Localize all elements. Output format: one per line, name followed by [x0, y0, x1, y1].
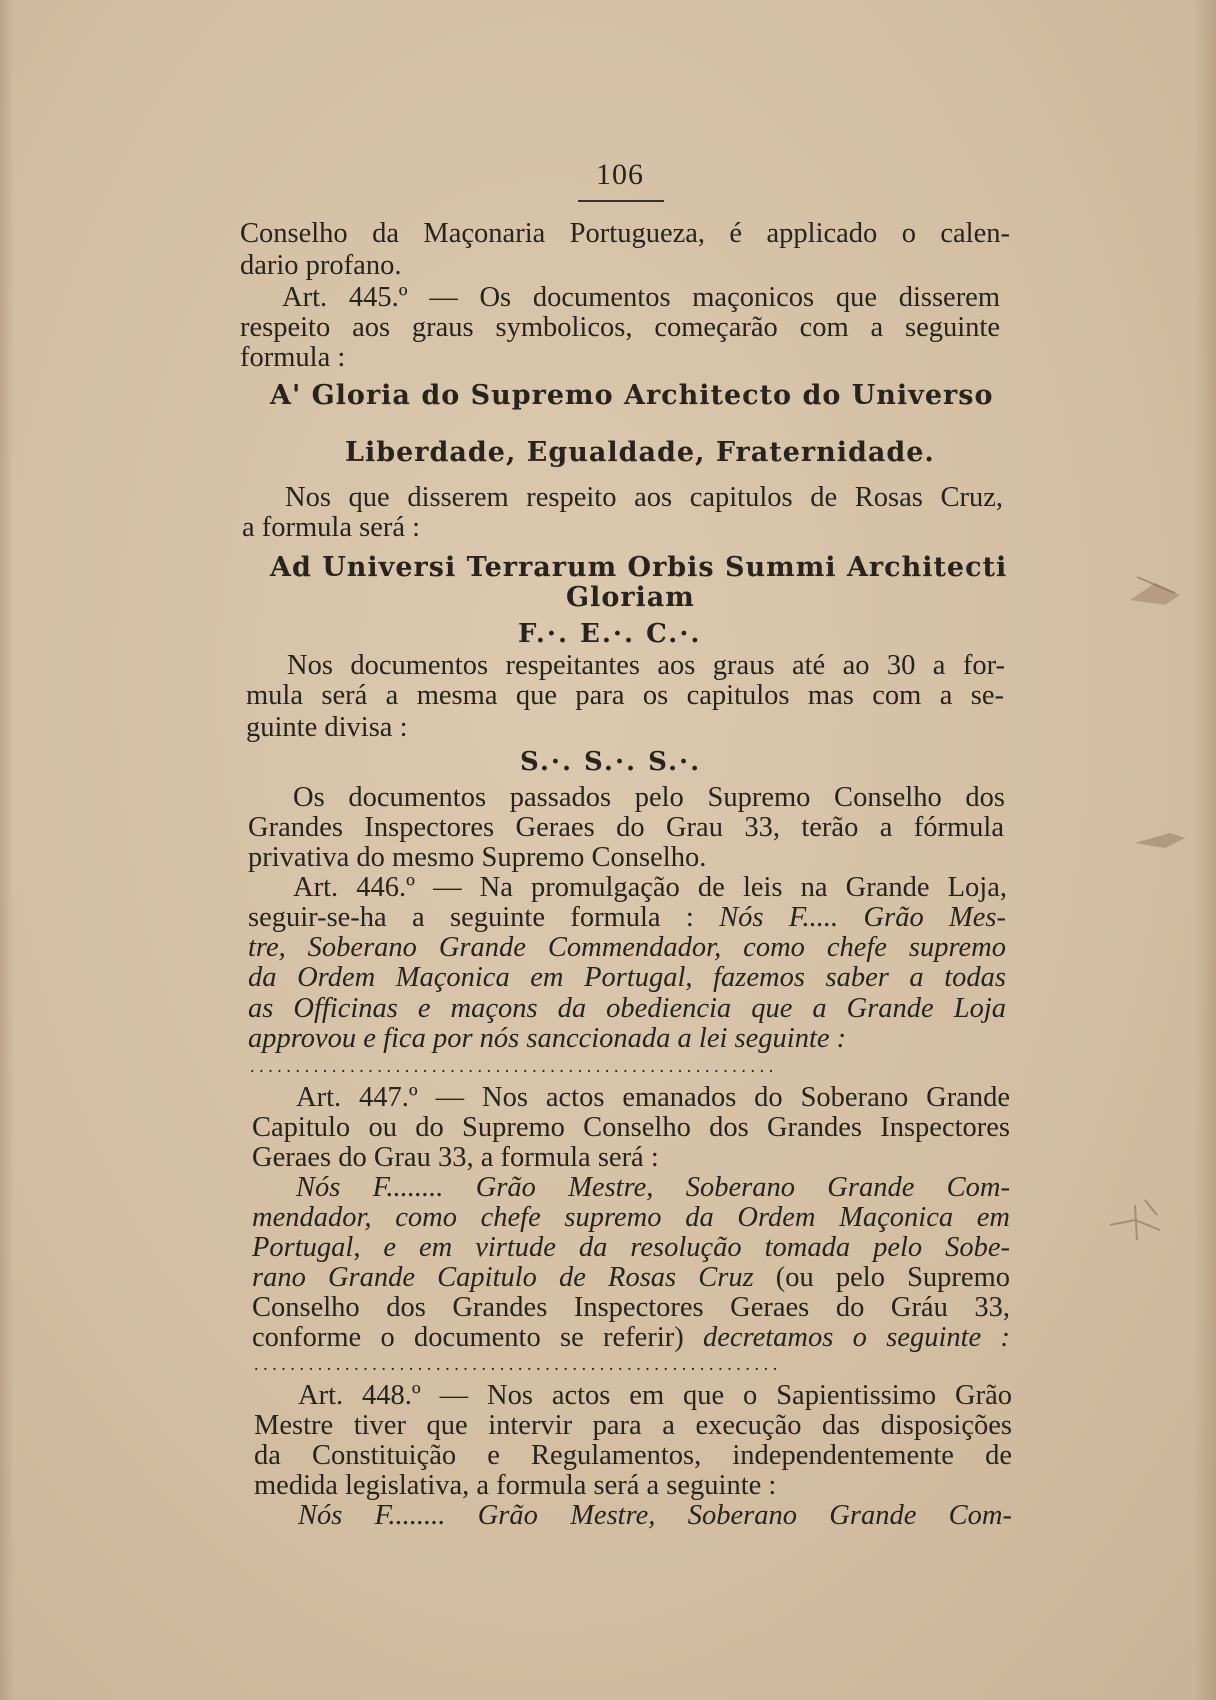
text-line-6: Nos que disserem respeito aos capitulos de Rosas Cruz,	[285, 482, 1003, 513]
text-line-5: formula :	[240, 342, 346, 373]
text-line-18: as Officinas e maçons da obediencia que a Grande Loja	[248, 993, 1006, 1024]
text-line-21: Capitulo ou do Supremo Conselho dos Grandes Inspectores	[252, 1112, 1010, 1143]
page-left-edge	[0, 0, 14, 1700]
text-line-30: Mestre tiver que intervir para a execução das disposições	[254, 1410, 1012, 1441]
text-line-15-italic: Nós F..... Grão Mes-	[719, 902, 1006, 933]
text-line-15-roman: seguir-se-ha a seguinte formula :	[248, 902, 720, 933]
heading-gloria: A' Gloria do Supremo Architecto do Universo	[270, 380, 994, 411]
page-right-edge	[1194, 0, 1216, 1700]
text-line-33: Nós F........ Grão Mestre, Soberano Grande Com-	[298, 1500, 1012, 1531]
text-line-4: respeito aos graus symbolicos, começarão com a seguinte	[240, 312, 1000, 343]
text-line-27: Conselho dos Grandes Inspectores Geraes do Gráu 33,	[252, 1292, 1010, 1323]
text-line-29: Art. 448.º — Nos actos em que o Sapientissimo Grão	[298, 1380, 1012, 1411]
text-line-22: Geraes do Grau 33, a formula será :	[252, 1142, 659, 1173]
heading-liberdade: Liberdade, Egualdade, Fraternidade.	[345, 437, 935, 468]
dotted-separator-2: ..........................................................	[254, 1354, 782, 1374]
text-line-26-roman: (ou pelo Supremo	[753, 1262, 1010, 1293]
page-number: 106	[596, 158, 644, 191]
margin-stain-mark-3	[1105, 1195, 1165, 1245]
text-line-20: Art. 447.º — Nos actos emanados do Soberano Grande	[296, 1082, 1010, 1113]
text-line-8: Nos documentos respeitantes aos graus até ao 30 a for-	[287, 650, 1005, 681]
text-line-28-roman: conforme o documento se referir)	[252, 1322, 704, 1353]
text-line-31: da Constituição e Regulamentos, independentemente de	[254, 1440, 1012, 1471]
margin-stain-mark-1	[1125, 565, 1185, 615]
text-line-9: mula será a mesma que para os capitulos mas com a se-	[246, 680, 1004, 711]
heading-sss: S.·. S.·. S.·.	[520, 747, 702, 777]
heading-fec: F.·. E.·. C.·.	[518, 619, 702, 649]
heading-ad-universi: Ad Universi Terrarum Orbis Summi Architecti	[270, 552, 1008, 583]
page-number-rule	[578, 200, 664, 202]
text-line-14: Art. 446.º — Na promulgação de leis na Grande Loja,	[293, 872, 1007, 903]
text-line-19: approvou e fica por nós sanccionada a lei seguinte :	[248, 1023, 847, 1054]
text-line-26-italic: rano Grande Capitulo de Rosas Cruz	[252, 1262, 754, 1293]
text-line-13: privativa do mesmo Supremo Conselho.	[248, 842, 707, 873]
text-line-12: Grandes Inspectores Geraes do Grau 33, terão a fórmula	[248, 812, 1004, 843]
text-line-28	[252, 1322, 1010, 1354]
text-line-10: guinte divisa :	[246, 712, 408, 743]
margin-stain-mark-2	[1130, 818, 1190, 868]
text-line-11: Os documentos passados pelo Supremo Conselho dos	[293, 782, 1005, 813]
text-line-16: tre, Soberano Grande Commendador, como chefe supremo	[248, 932, 1006, 963]
text-line-7: a formula será :	[242, 512, 421, 543]
heading-gloriam: Gloriam	[566, 582, 695, 613]
text-line-26	[252, 1262, 1010, 1294]
text-line-2: dario profano.	[240, 250, 402, 281]
text-line-25: Portugal, e em virtude da resolução tomada pelo Sobe-	[252, 1232, 1010, 1263]
text-line-17: da Ordem Maçonica em Portugal, fazemos saber a todas	[248, 962, 1006, 993]
text-line-3: Art. 445.º — Os documentos maçonicos que disserem	[282, 282, 1000, 313]
text-line-15	[248, 902, 1006, 934]
text-line-1: Conselho da Maçonaria Portugueza, é applicado o calen-	[240, 218, 1010, 249]
text-line-24: mendador, como chefe supremo da Ordem Maçonica em	[252, 1202, 1010, 1233]
text-line-32: medida legislativa, a formula será a seguinte :	[254, 1470, 777, 1501]
text-line-23: Nós F........ Grão Mestre, Soberano Grande Com-	[296, 1172, 1010, 1203]
dotted-separator-1: ..........................................................	[250, 1056, 778, 1076]
text-line-28-italic: decretamos o seguinte :	[703, 1322, 1010, 1353]
